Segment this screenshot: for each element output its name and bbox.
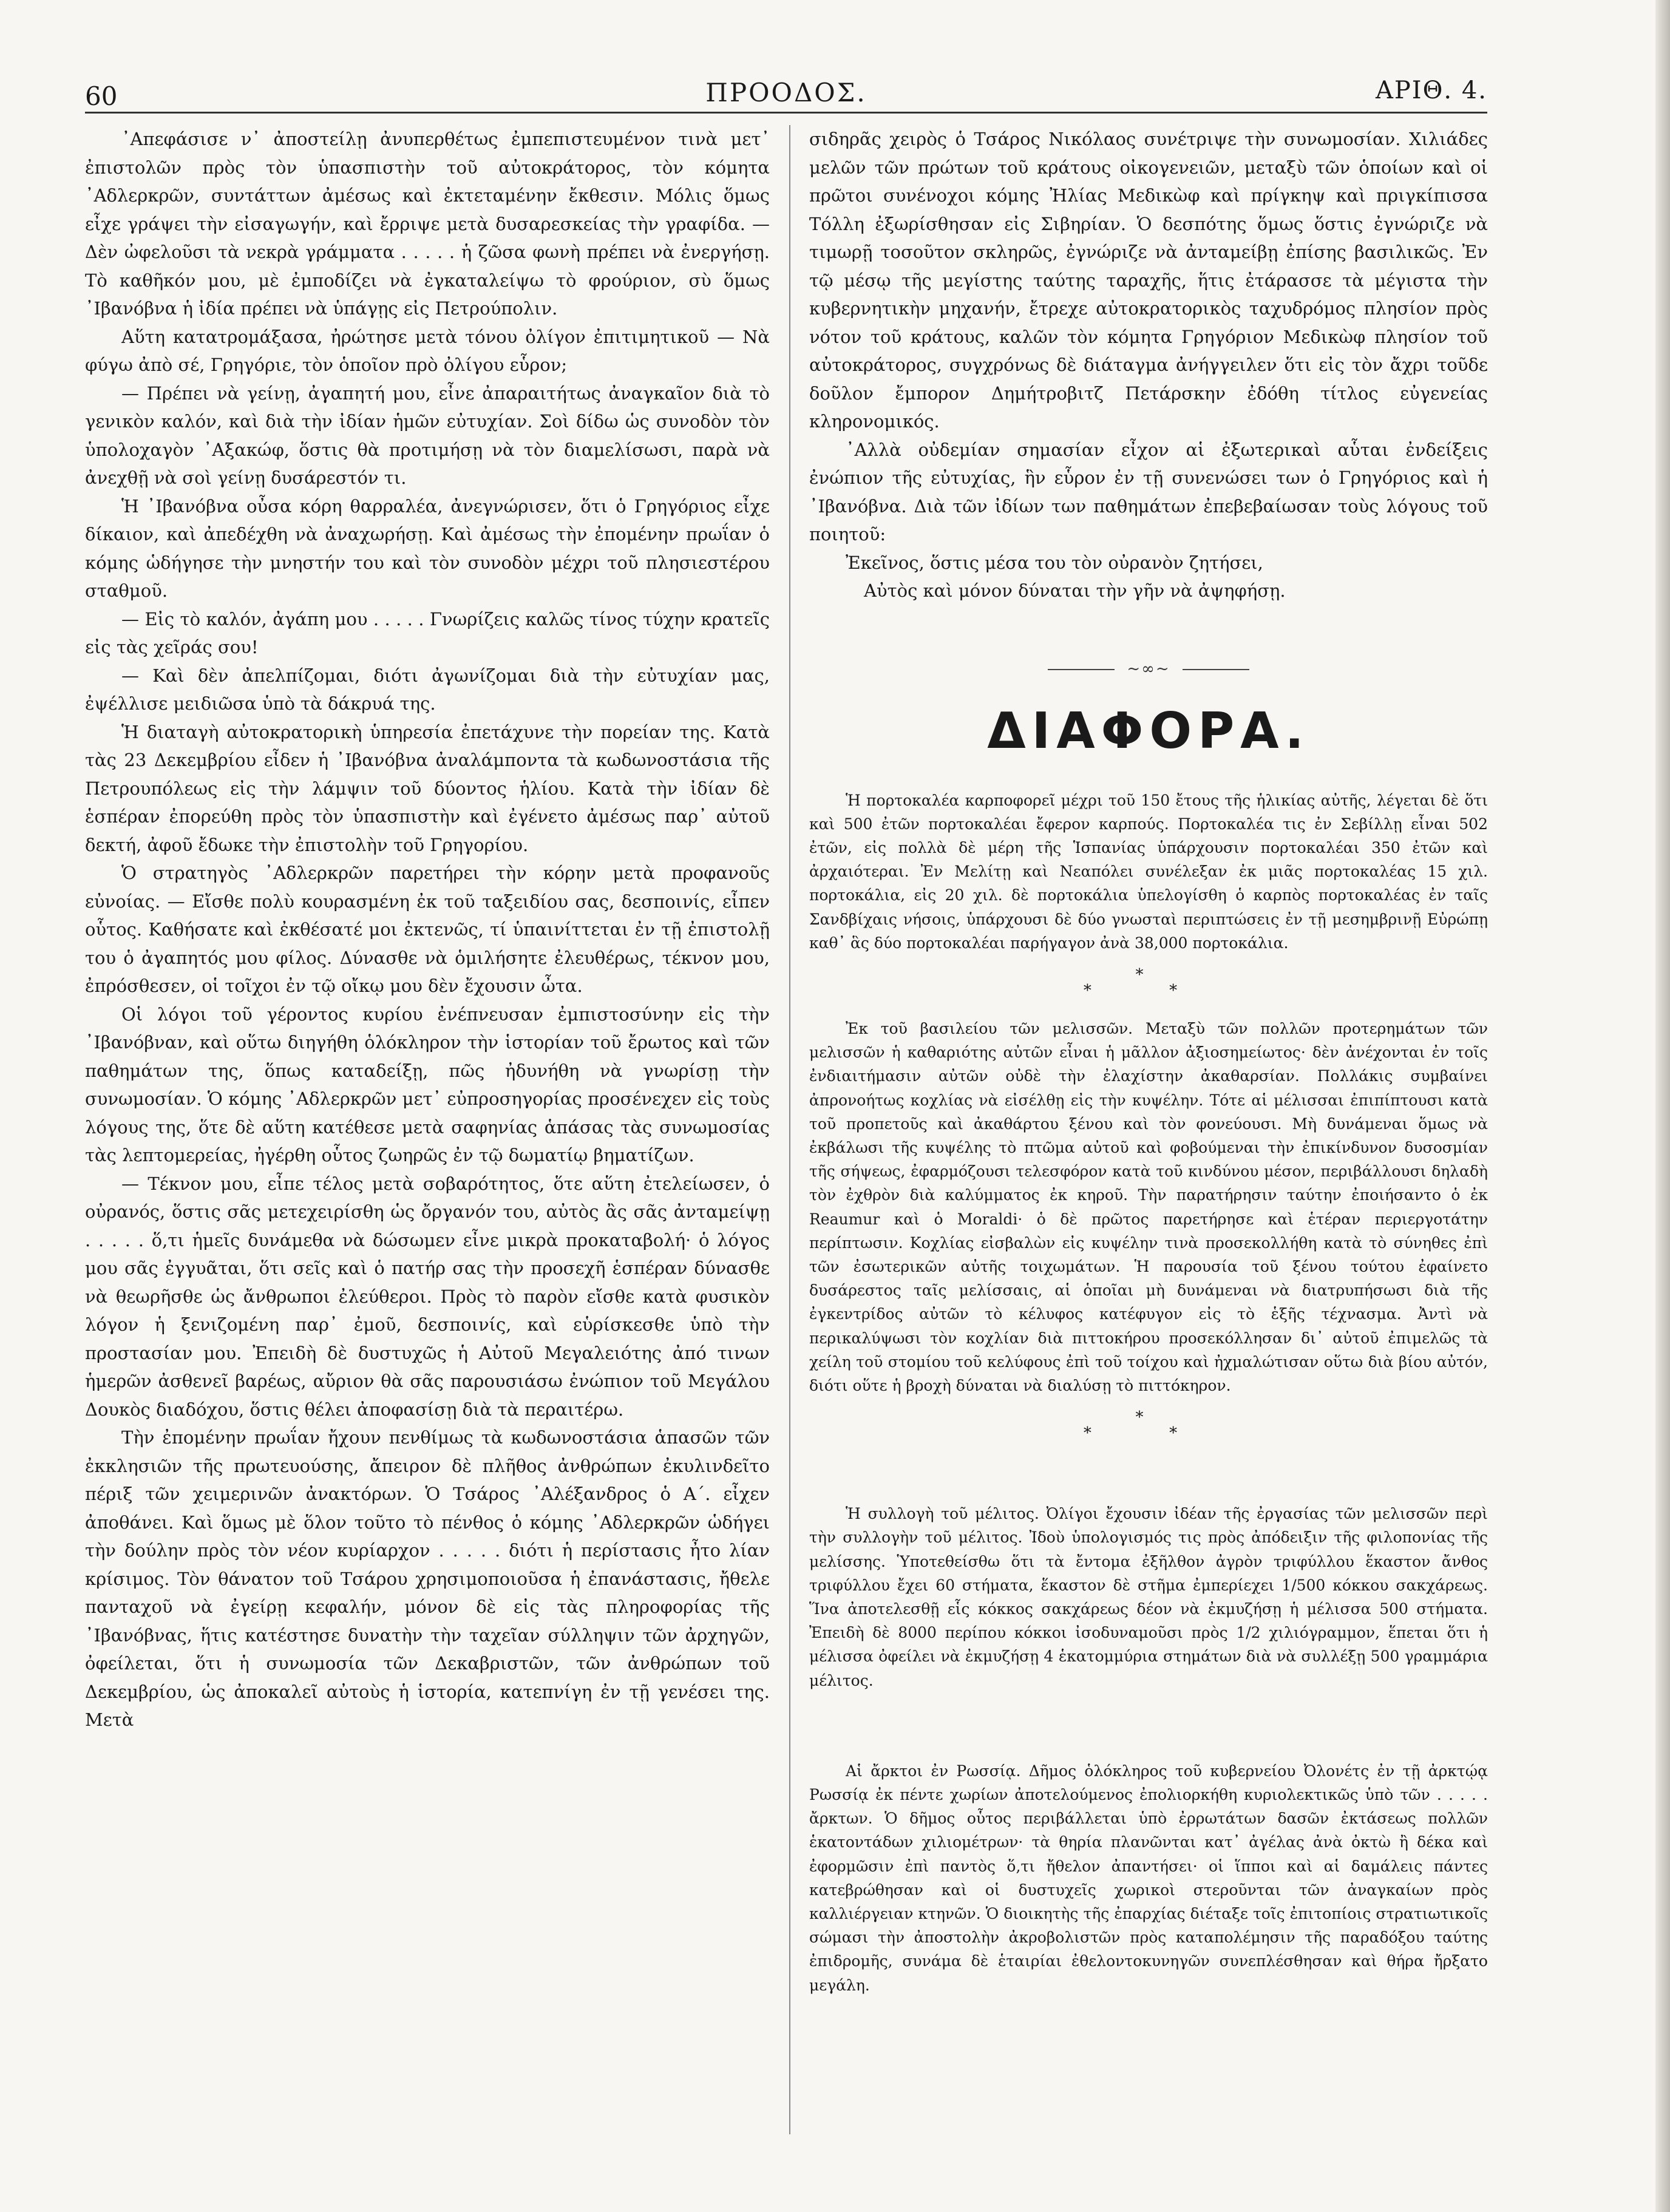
separator-stars: [809, 967, 1488, 999]
ornament-rule: [1048, 669, 1115, 670]
news-item: Αἱ ἄρκτοι ἐν Ρωσσίᾳ. Δῆμος ὁλόκληρος τοῦ κυβερνείου Ὀλονέτς ἐν τῇ ἀρκτῴᾳ Ρωσσίᾳ ἐκ πέντε χωρίων ἀποτελούμενος ἐπολιορκήθη κυριολεκτικῶς ὑπὸ τῶν . . . . . ἄρκτων. Ὁ δῆμος οὗτος περιβάλλεται ὑπὸ ἐρρωτάτων δασῶν ἐκτάσεως πολλῶν ἑκατοντάδων χιλιομέτρων· τὰ θηρία πλανῶνται κατ᾿ ἀγέλας ἀνὰ ὀκτὼ ἢ δέκα καὶ ἐφορμῶσιν ἐπὶ παντὸς ὅ,τι ἤθελον ἀπαντήσει· οἱ ἵπποι καὶ αἱ δαμάλεις πάντες κατεβρώθησαν καὶ οἱ δυστυχεῖς χωρικοὶ στεροῦνται τῶν ἀναγκαίων πρὸς καλλιέργειαν κτηνῶν. Ὁ διοικητὴς τῆς ἐπαρχίας διέταξε τοῖς ἐπιτοπίοις στρατιωτικοῖς σώμασι τὴν ἀποστολὴν ἀκροβολιστῶν πρὸς καταπολέμησιν τῆς παραδόξου ταύτης ἐπιδρομῆς, συνάμα δὲ ἑταιρίαι ἐθελοντοκυνηγῶν συνεπλέσθησαν καὶ θήρα ἤρξατο μεγάλη.: [809, 1762, 1488, 1994]
poem-line: Αὐτὸς καὶ μόνον δύναται τὴν γῆν νὰ ἀψηφήσῃ.: [864, 580, 1286, 601]
paragraph: ᾿Απεφάσισε ν᾿ ἀποστείλῃ ἀνυπερθέτως ἐμπεπιστευμένον τινὰ μετ᾿ ἐπιστολῶν πρὸς τὸν ὑπασπιστὴν τοῦ αὐτοκράτορος, τὸν κόμητα ᾿Αδλερκρῶν, συντάττων ἀμέσως καὶ ἐκτεταμένην ἔκθεσιν. Μόλις ὅμως εἶχε γράψει τὴν εἰσαγωγήν, καὶ ἔρριψε μετὰ δυσαρεσκείας τὴν γραφίδα. — Δὲν ὠφελοῦσι τὰ νεκρὰ γράμματα . . . . . ἡ ζῶσα φωνὴ πρέπει νὰ ἐνεργήσῃ. Τὸ καθῆκόν μου, μὲ ἐμποδίζει νὰ ἐγκαταλείψω τὸ φρούριον, σὺ ὅμως ᾿Ιβανόβνα ἡ ἰδία πρέπει νὰ ὑπάγῃς εἰς Πετρούπολιν.: [85, 129, 770, 319]
spacer: [809, 1459, 1488, 1502]
asterisk-top: *: [1135, 965, 1162, 984]
paragraph: — Εἰς τὸ καλόν, ἀγάπη μου . . . . . Γνωρίζεις καλῶς τίνος τύχην κρατεῖς εἰς τὰς χεῖράς σου!: [85, 608, 770, 657]
paragraph: Ἡ ᾿Ιβανόβνα οὖσα κόρη θαρραλέα, ἀνεγνώρισεν, ὅτι ὁ Γρηγόριος εἶχε δίκαιον, καὶ ἀπεδέχθη νὰ ἀναχωρήσῃ. Καὶ ἀμέσως τὴν ἐπομένην πρωΐαν ὁ κόμης ὡδήγησε τὴν μνηστήν του καὶ τὸν συνοδὸν μέχρι τοῦ πλησιεστέρου σταθμοῦ.: [85, 495, 770, 601]
ornament-glyph: ~∞~: [1127, 660, 1170, 679]
issue-number: ΑΡΙΘ. 4.: [1376, 76, 1487, 104]
journal-title: ΠΡΟΟΔΟΣ.: [705, 78, 867, 107]
spacer: [809, 1692, 1488, 1759]
paragraph: Ὁ στρατηγὸς ᾿Αδλερκρῶν παρετήρει τὴν κόρην μετὰ προφανοῦς εὐνοίας. — Εἴσθε πολὺ κουρασμένη ἐκ τοῦ ταξειδίου σας, δεσποινίς, εἶπεν οὗτος. Καθήσατε καὶ ἐκθέσατέ μοι ἐκτενῶς, τί ὑπαινίττεται ἐν τῇ ἐπιστολῇ του ὁ ἀγαπητός μου φίλος. Δύνασθε νὰ ὁμιλήσητε ἐλευθέρως, τέκνον μου, ἐπρόσθεσεν, οἱ τοῖχοι ἐν τῷ οἴκῳ μου δὲν ἔχουσιν ὦτα.: [85, 863, 770, 996]
page-header: [85, 66, 1487, 114]
asterisk-pair: * *: [1083, 981, 1214, 1000]
miscellany-section: [809, 789, 1488, 1997]
poem-line: Ἐκεῖνος, ὅστις μέσα του τὸν οὐρανὸν ζητήσει,: [846, 552, 1263, 573]
header-rule: [85, 112, 1487, 114]
paragraph: Οἱ λόγοι τοῦ γέροντος κυρίου ἐνέπνευσαν ἐμπιστοσύνην εἰς τὴν ᾿Ιβανόβναν, καὶ οὕτω διηγήθη ὁλόκληρον τὴν ἱστορίαν τοῦ ἔρωτος καὶ τῶν παθημάτων της, ὅπως καταδείξῃ, πῶς ἠδυνήθη νὰ γνωρίσῃ τὴν συνωμοσίαν. Ὁ κόμης ᾿Αδλερκρῶν μετ᾿ εὐπροσηγορίας προσένεχεν εἰς τοὺς λόγους της, ὅτε δὲ αὕτη κατέθεσε μετὰ σαφηνίας ἁπάσας τὰς συνωμοσίας τὰς λεπτομερείας, ἠγέρθη οὗτος ζωηρῶς ἐν τῷ δωματίῳ βηματίζων.: [85, 1003, 770, 1165]
paragraph: Τὴν ἐπομένην πρωΐαν ἤχουν πενθίμως τὰ κωδωνοστάσια ἁπασῶν τῶν ἐκκλησιῶν τῆς πρωτευούσης, ἄπειρον δὲ πλῆθος ἀνθρώπων ἐκυλινδεῖτο πέριξ τῶν χειμερινῶν ἀνακτόρων. Ὁ Τσάρος ᾿Αλέξανδρος ὁ Α΄. εἶχεν ἀποθάνει. Καὶ ὅμως μὲ ὅλον τοῦτο τὸ πένθος ὁ κόμης ᾿Αδλερκρῶν ὡδήγει τὴν δούλην πρὸς τὸν νέον κυρίαρχον . . . . . διότι ἡ περίστασις ἦτο λίαν κρίσιμος. Τὸν θάνατον τοῦ Τσάρου χρησιμοποιοῦσα ἡ ἐπανάστασις, ἤθελε πανταχοῦ νὰ ἐγείρῃ κεφαλήν, μόνον δὲ εἰς τὰς πληροφορίας τῆς ᾿Ιβανόβνας, ἥτις κατέστησε δυνατὴν τὴν ταχεῖαν σύλληψιν τῶν ἀρχηγῶν, ὀφείλεται, ὅτι ἡ συνωμοσία τῶν Δεκαβριστῶν, τῶν ἀνθρώπων τοῦ Δεκεμβρίου, ὡς ἀποκαλεῖ αὐτοὺς ἡ ἱστορία, κατεπνίγη ἐν τῇ γενέσει της. Μετὰ: [85, 1427, 770, 1730]
news-item: Ἡ πορτοκαλέα καρποφορεῖ μέχρι τοῦ 150 ἔτους τῆς ἡλικίας αὐτῆς, λέγεται δὲ ὅτι καὶ 500 ἐτῶν πορτοκαλέαι ἔφερον καρπούς. Πορτοκαλέα τις ἐν Σεβίλλῃ εἶναι 502 ἐτῶν, εἰς πολλὰ δὲ μέρη τῆς Ἱσπανίας ὑπάρχουσιν πορτοκαλέαι 350 ἐτῶν καὶ ἀρχαιότεραι. Ἐν Μελίτῃ καὶ Νεαπόλει συνέλεξαν ἐκ μιᾶς πορτοκαλέας 15 χιλ. πορτοκάλια, εἰς 20 χιλ. δὲ πορτοκάλια ὑπελογίσθη ὁ καρπὸς πορτοκαλέας ἐν ταῖς Σανδβίχαις νήσοις, ὑπάρχουσι δὲ δύο γνωσταὶ περιπτώσεις ἐν τῇ μεσημβρινῇ Εὐρώπῃ καθ᾿ ἃς δύο πορτοκαλέαι παρήγαγον ἀνὰ 38,000 πορτοκάλια.: [809, 791, 1488, 952]
left-column: [85, 125, 770, 2177]
paragraph: Αὕτη κατατρομάξασα, ἠρώτησε μετὰ τόνου ὀλίγον ἐπιτιμητικοῦ — Νὰ φύγω ἀπὸ σέ, Γρηγόριε, τὸν ὁποῖον πρὸ ὀλίγου εὗρον;: [85, 326, 770, 375]
paragraph: — Καὶ δὲν ἀπελπίζομαι, διότι ἀγωνίζομαι διὰ τὴν εὐτυχίαν μας, ἐψέλλισε μειδιῶσα ὑπὸ τὰ δάκρυά της.: [85, 665, 770, 714]
ornament-rule: [1183, 669, 1249, 670]
asterisk-pair: * *: [1083, 1424, 1214, 1443]
asterisk-top: *: [1135, 1408, 1162, 1427]
page-number: 60: [85, 81, 118, 111]
right-column: [809, 125, 1488, 2177]
news-item: Ἡ συλλογὴ τοῦ μέλιτος. Ὀλίγοι ἔχουσιν ἰδέαν τῆς ἐργασίας τῶν μελισσῶν περὶ τὴν συλλογὴν τοῦ μέλιτος. Ἰδοὺ ὑπολογισμός τις πρὸς ἀπόδειξιν τῆς φιλοπονίας τῆς μελίσσης. Ὑποτεθείσθω ὅτι τὰ ἔντομα ἐξῆλθον ἀγρὸν τριφύλλου ἕκαστον ἄνθος τριφύλλου ἔχει 60 στήματα, ἕκαστον δὲ στῆμα ἐμπερίεχει 1/500 κόκκου σακχάρεως. Ἵνα ἀποτελεσθῇ εἷς κόκκος σακχάρεως δέον νὰ ἐκμυζήσῃ ἡ μέλισσα 500 στήματα. Ἐπειδὴ δὲ 8000 περίπου κόκκοι ἰσοδυναμοῦσι πρὸς 1/2 χιλιόγραμμον, ἕπεται ὅτι ἡ μέλισσα ὀφείλει νὰ ἐκμυζήσῃ 4 ἑκατομμύρια στημάτων διὰ νὰ συλλέξῃ 500 γραμμάρια μέλιτος.: [809, 1505, 1488, 1689]
paragraph: — Τέκνον μου, εἶπε τέλος μετὰ σοβαρότητος, ὅτε αὕτη ἐτελείωσεν, ὁ οὐρανός, ὅστις σᾶς μετεχειρίσθη ὡς ὄργανόν του, αὐτὸς ἂς σᾶς ἀνταμείψῃ . . . . . ὅ,τι ἡμεῖς δυνάμεθα νὰ δώσωμεν εἶνε μικρὰ προκαταβολή· ὁ λόγος μου σᾶς ἐγγυᾶται, ὅτι σεῖς καὶ ὁ πατήρ σας τὴν προσεχῆ ἑσπέραν δύνασθε νὰ θεωρῆσθε ὡς ἄνθρωποι ἐλεύθεροι. Πρὸς τὸ παρὸν εἴσθε κατὰ φυσικὸν λόγον ἡ ξενιζομένη παρ᾿ ἐμοῦ, δεσποινίς, καὶ εὑρίσκεσθε ὑπὸ τὴν προστασίαν μου. Ἐπειδὴ δὲ δυστυχῶς ἡ Αὐτοῦ Μεγαλειότης ἀπό τινων ἡμερῶν ἀσθενεῖ βαρέως, αὔριον θὰ σᾶς παρουσιάσω ἐνώπιον τοῦ Μεγάλου Δουκὸς διαδόχου, ὅστις θέλει ἀποφασίσῃ διὰ τὰ περαιτέρω.: [85, 1173, 770, 1420]
poem-quote: [809, 549, 1488, 605]
section-ornament: [809, 655, 1488, 679]
section-heading: ΔΙΑΦΟΡΑ.: [987, 702, 1310, 760]
paragraph: Ἡ διαταγὴ αὐτοκρατορικὴ ὑπηρεσία ἐπετάχυνε τὴν πορείαν της. Κατὰ τὰς 23 Δεκεμβρίου εἶδεν ἡ ᾿Ιβανόβνα ἀναλάμποντα τὰ κωδωνοστάσια τῆς Πετρουπόλεως εἰς τὴν λάμψιν τοῦ δύοντος ἡλίου. Κατὰ τὴν ἰδίαν δὲ ἑσπέραν ἐπορεύθη πρὸς τὸν ὑπασπιστὴν καὶ ἐγένετο ἀμέσως παρ᾿ αὐτοῦ δεκτή, ἀφοῦ ἔδωκε τὴν ἐπιστολὴν τοῦ Γρηγορίου.: [85, 721, 770, 855]
paragraph: ᾿Αλλὰ οὐδεμίαν σημασίαν εἶχον αἱ ἐξωτερικαὶ αὗται ἐνδείξεις ἐνώπιον τῆς εὐτυχίας, ἣν εὗρον ἐν τῇ συνενώσει των ὁ Γρηγόριος καὶ ἡ ᾿Ιβανόβνα. Διὰ τῶν ἰδίων των παθημάτων ἐπεβεβαίωσαν τοὺς λόγους τοῦ ποιητοῦ:: [809, 439, 1488, 545]
paragraph: — Πρέπει νὰ γείνῃ, ἀγαπητή μου, εἶνε ἀπαραιτήτως ἀναγκαῖον διὰ τὸ γενικὸν καλόν, καὶ διὰ τὴν ἰδίαν ἡμῶν εὐτυχίαν. Σοὶ δίδω ὡς συνοδὸν τὸν ὑπολοχαγὸν ᾿Αξακώφ, ὅστις θὰ προτιμήσῃ νὰ τὸν διαμελίσωσι, παρὰ νὰ ἀνεχθῇ νὰ σοὶ γείνῃ δυσάρεστόν τι.: [85, 382, 770, 488]
page-edge-shadow: [1655, 0, 1670, 2212]
separator-stars: [809, 1410, 1488, 1441]
news-item: Ἐκ τοῦ βασιλείου τῶν μελισσῶν. Μεταξὺ τῶν πολλῶν προτερημάτων τῶν μελισσῶν ἡ καθαριότης αὐτῶν εἶναι ἡ μᾶλλον ἀξιοσημείωτος· δὲν ἀνέχονται ἐν τοῖς ἐνδιαιτήμασιν αὐτῶν οὐδὲ τὴν ἐλαχίστην ἀκαθαρσίαν. Πολλάκις συμβαίνει ἀπρονοήτως κοχλίας νὰ εἰσέλθῃ εἰς τὴν κυψέλην. Τότε αἱ μέλισσαι ἐπιπίπτουσι κατὰ τοῦ προπετοῦς καὶ ἀκαθάρτου ξένου καὶ τὸν φονεύουσι. Μὴ δυνάμεναι ὅμως νὰ ἐκβάλωσι τῆς κυψέλης τὸ πτῶμα αὐτοῦ καὶ φοβούμεναι τὴν ἐπικίνδυνον δυσοσμίαν τῆς σήψεως, ἐφαρμόζουσι τελεσφόρον κατὰ τοῦ κινδύνου μέσον, περιβάλλουσι δηλαδὴ τὸν ἐχθρὸν διὰ καλύμματος ἐκ κηροῦ. Τὴν παρατήρησιν ταύτην ἐποιήσαντο ὁ ἐκ Reaumur καὶ ὁ Moraldi· ὁ δὲ πρῶτος παρετήρησε καὶ ἑτέραν περιεργοτάτην περίπτωσιν. Κοχλίας εἰσβαλὼν εἰς κυψέλην τινὰ προσεκολλήθη κατὰ τὸ σύνηθες ἐπὶ τῶν ἐσωτερικῶν αὐτῆς τοιχωμάτων. Ἡ παρουσία τοῦ ξένου τούτου ἐφαίνετο δυσάρεστος ταῖς μελίσσαις, αἱ ὁποῖαι μὴ δυνάμεναι νὰ διατρυπήσωσι διὰ τῆς ἐγκεντρίδος αὐτῶν τὸ κέλυφος κατέφυγον εἰς τὸ ἑξῆς τέχνασμα. Ἀντὶ νὰ περικαλύψωσι τὸν κοχλίαν διὰ πιττοκήρου προσεκόλλησαν δι᾿ αὐτοῦ ἐπιμελῶς τὰ χείλη τοῦ στομίου τοῦ κελύφους ἐπὶ τοῦ τοίχου καὶ ἠχμαλώτισαν οὕτω διὰ βίου αὐτόν, διότι οὕτε ἡ βροχὴ δύναται νὰ διαλύσῃ τὸ πιττόκηρον.: [809, 1019, 1488, 1394]
paragraph: σιδηρᾶς χειρὸς ὁ Τσάρος Νικόλαος συνέτριψε τὴν συνωμοσίαν. Χιλιάδες μελῶν τῶν πρώτων τοῦ κράτους οἰκογενειῶν, μεταξὺ τῶν ὁποίων καὶ οἱ πρῶτοι συνένοχοι κόμης Ἠλίας Μεδικὼφ καὶ πρίγκηψ καὶ πριγκίπισσα Τόλλη ἐξωρίσθησαν εἰς Σιβηρίαν. Ὁ δεσπότης ὅμως ὅστις ἐγνώριζε νὰ τιμωρῇ τοσοῦτον σκληρῶς, ἐγνώριζε νὰ ἀνταμείβῃ ἐπίσης βασιλικῶς. Ἐν τῷ μέσῳ τῆς μεγίστης ταύτης ταραχῆς, ἥτις ἐτάρασσε τὰ μέγιστα τὴν κυβερνητικὴν μηχανήν, ἔτρεχε αὐτοκρατορικὸς ταχυδρόμος πλησίον πρὸς νότον τοῦ κράτους, καλῶν τὸν κόμητα Γρηγόριον Μεδικὼφ πλησίον τοῦ αὐτοκράτορος, συγχρόνως δὲ διάταγμα ἀνήγγειλεν ὅτι εἰς τὸν ἄχρι τοῦδε δοῦλον ἔμπορον Δημήτροβιτζ Πετάρσκην ἐδόθη τίτλος εὐγενείας κληρονομικός.: [809, 129, 1488, 432]
column-divider: [789, 125, 790, 2134]
